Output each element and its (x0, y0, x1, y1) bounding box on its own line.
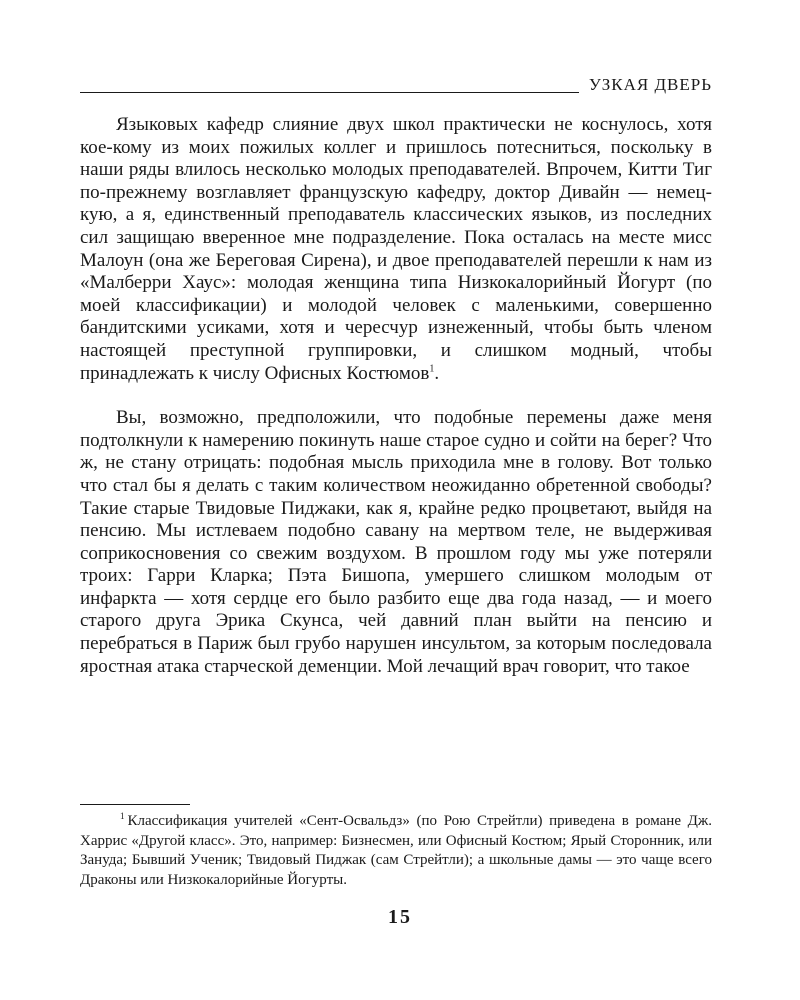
paragraph-2: Вы, возможно, предположили, что подобные перемены даже меня подтолкнули к намерению покинуть наше старое судно и сойти на берег? Что ж, не стану отрицать: подобная мысль приходила мне в голову. Вот только что стал бы я делать с таким количеством неожиданно обретенной свободы? Такие старые Твидовые Пиджаки, как я, крайне редко процветают, выйдя на пенсию. Мы истлеваем подобно савану на мертвом теле, не выдерживая соприкосновения со свежим воздухом. В прошлом году мы уже потеряли троих: Гарри Кларка; Пэта Бишопа, умершего слишком молодым от инфаркта — хотя сердце его было разбито еще два года назад, — и моего старого друга Эрика Скунса, чей давний план выйти на пенсию и перебраться в Париж был грубо нарушен инсультом, за которым последовала яростная атака старческой деменции. Мой лечащий врач говорит, что такое (80, 407, 712, 677)
running-title: УЗКАЯ ДВЕРЬ (588, 75, 712, 94)
page-number: 15 (388, 906, 412, 928)
footnote (80, 812, 712, 890)
paragraph-1 (80, 114, 712, 385)
running-head (80, 74, 712, 96)
header-rule (80, 92, 579, 93)
footnote-text: Классификация учителей «Сент-Освальдз» (по Рою Стрейтли) приведена в романе Дж. Харрис «Другой класс». Это, например: Бизнесмен, или Офисный Костюм; Ярый Сторонник, или Зануда; Бывший Ученик; Твидовый Пиджак (сам Стрейтли); а школьные дамы — это чаще всего Драконы или Низкокалорийные Йогурты. (80, 813, 712, 888)
footnote-rule (80, 804, 190, 805)
paragraph-1-end: . (434, 362, 440, 384)
paragraph-1-text: Языковых кафедр слияние двух школ практически не коснулось, хотя кое-кому из моих пожилых коллег и пришлось потесниться, поскольку в наши ряды влилось несколько молодых преподавателей. Впрочем, Китти Тиг по-прежнему возглавляет французскую кафедру, доктор Дивайн — немецкую, а я, единственный преподаватель классических языков, из последних сил защищаю вверенное мне подразделение. Пока осталась на месте мисс Малоун (она же Береговая Сирена), и двое преподавателей перешли к нам из «Малберри Хаус»: молодая женщина типа Низкокалорийный Йогурт (по моей классификации) и молодой человек с маленькими, совершенно бандитскими усиками, хотя и чересчур изнеженный, чтобы быть членом настоящей преступной группировки, и слишком модный, чтобы принадлежать к числу Офисных Костюмов (80, 114, 712, 384)
body-text (80, 114, 712, 678)
footnote-reference: 1 (429, 363, 435, 375)
footnote-marker: 1 (120, 811, 125, 821)
